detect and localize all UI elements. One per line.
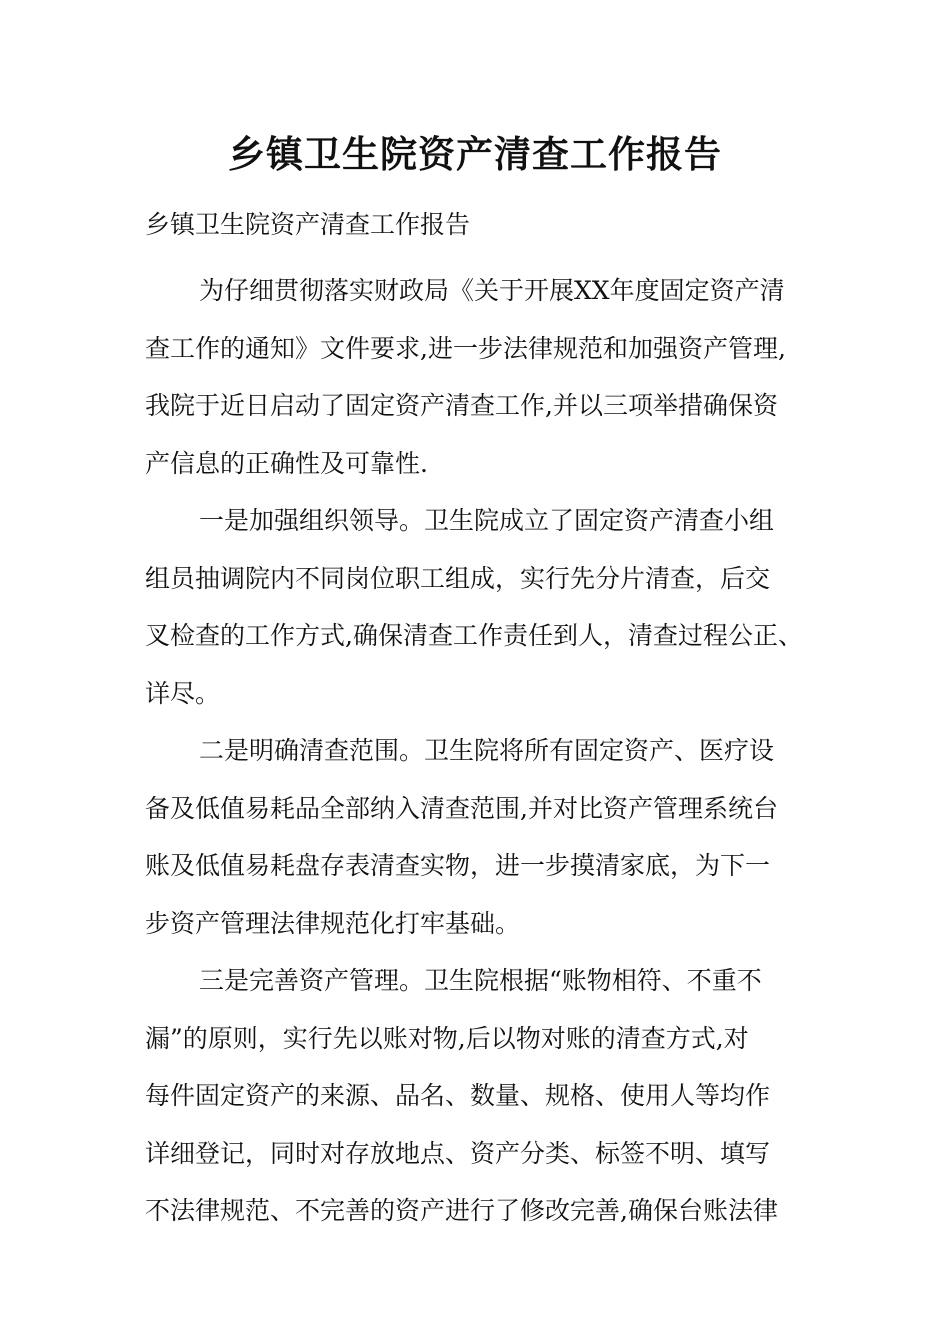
paragraph-line: 二是明确清查范围。卫生院将所有固定资产、医疗设 — [199, 736, 775, 765]
paragraph-line: 漏”的原则，实行先以账对物,后以物对账的清查方式,对 — [145, 1023, 749, 1053]
paragraph-line: 步资产管理法律规范化打牢基础。 — [145, 908, 521, 938]
paragraph-line: 为仔细贯彻落实财政局《关于开展XX年度固定资产清 — [199, 276, 785, 305]
paragraph-line: 组员抽调院内不同岗位职工组成，实行先分片清查，后交 — [145, 563, 771, 593]
paragraph-intro — [145, 262, 825, 492]
paragraph-measure-two — [145, 722, 825, 952]
paragraph-line: 每件固定资产的来源、品名、数量、规格、使用人等均作 — [145, 1081, 771, 1110]
document-title: 乡镇卫生院资产清查工作报告 — [228, 132, 722, 176]
paragraph-line: 一是加强组织领导。卫生院成立了固定资产清查小组 — [199, 506, 775, 535]
paragraph-line: 不法律规范、不完善的资产进行了修改完善,确保台账法律 — [145, 1196, 778, 1225]
paragraph-line: 查工作的通知》文件要求,进一步法律规范和加强资产管理, — [145, 333, 786, 363]
paragraph-line: 我院于近日启动了固定资产清查工作,并以三项举措确保资 — [145, 391, 778, 420]
paragraph-line: 详尽。 — [145, 678, 221, 708]
paragraph-line: 账及低值易耗盘存表清查实物，进一步摸清家底，为下一 — [145, 851, 771, 880]
paragraph-line: 详细登记，同时对存放地点、资产分类、标签不明、填写 — [145, 1138, 771, 1168]
paragraph-line: 三是完善资产管理。卫生院根据“账物相符、不重不 — [199, 966, 762, 995]
paragraph-measure-three — [145, 952, 825, 1240]
paragraph-line: 备及低值易耗品全部纳入清查范围,并对比资产管理系统台 — [145, 793, 778, 823]
document-body — [145, 262, 825, 1240]
document-subtitle: 乡镇卫生院资产清查工作报告 — [145, 210, 471, 239]
paragraph-measure-one — [145, 492, 825, 722]
paragraph-line: 叉检查的工作方式,确保清查工作责任到人，清查过程公正、 — [145, 621, 803, 650]
paragraph-line: 产信息的正确性及可靠性. — [145, 448, 428, 478]
